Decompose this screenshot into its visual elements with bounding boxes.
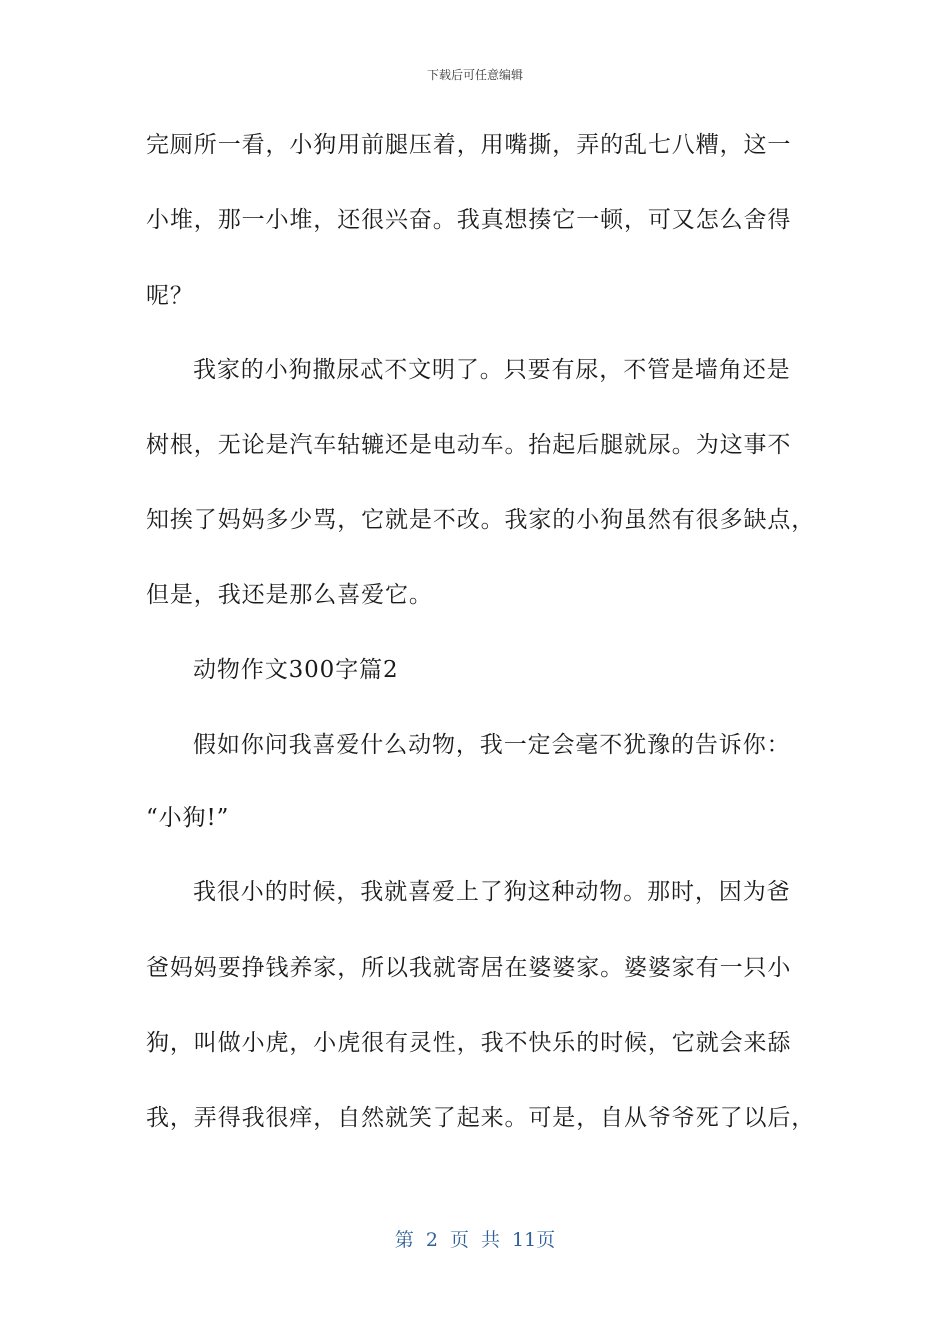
page-number-footer: 第 2 页 共 11页 (394, 1229, 556, 1251)
text-line-12: 爸妈妈要挣钱养家，所以我就寄居在婆婆家。婆婆家有一只小 (146, 955, 792, 981)
text-line-1: 完厕所一看，小狗用前腿压着，用嘴撕，弄的乱七八糟，这一 (146, 132, 792, 158)
text-line-2: 小堆，那一小堆，还很兴奋。我真想揍它一顿，可又怎么舍得 (146, 207, 792, 233)
text-line-3: 呢？ (146, 283, 194, 309)
text-line-13: 狗，叫做小虎，小虎很有灵性，我不快乐的时候，它就会来舔 (146, 1030, 792, 1056)
text-line-14: 我，弄得我很痒，自然就笑了起来。可是，自从爷爷死了以后， (146, 1105, 816, 1131)
text-line-7: 但是，我还是那么喜爱它。 (146, 582, 433, 608)
paragraph-start-line: 假如你问我喜爱什么动物，我一定会毫不犹豫的告诉你： (193, 732, 791, 758)
text-line-5: 树根，无论是汽车轱辘还是电动车。抬起后腿就尿。为这事不 (146, 432, 792, 458)
page-header: 下载后可任意编辑 (426, 68, 523, 82)
text-line-6: 知挨了妈妈多少骂，它就是不改。我家的小狗虽然有很多缺点， (146, 507, 816, 533)
text-line-10: “小狗!” (146, 805, 230, 831)
section-heading: 动物作文300字篇2 (193, 657, 399, 683)
paragraph-start-line: 我家的小狗撒尿忒不文明了。只要有尿，不管是墙角还是 (193, 357, 791, 383)
paragraph-start-line: 我很小的时候，我就喜爱上了狗这种动物。那时，因为爸 (193, 879, 791, 905)
